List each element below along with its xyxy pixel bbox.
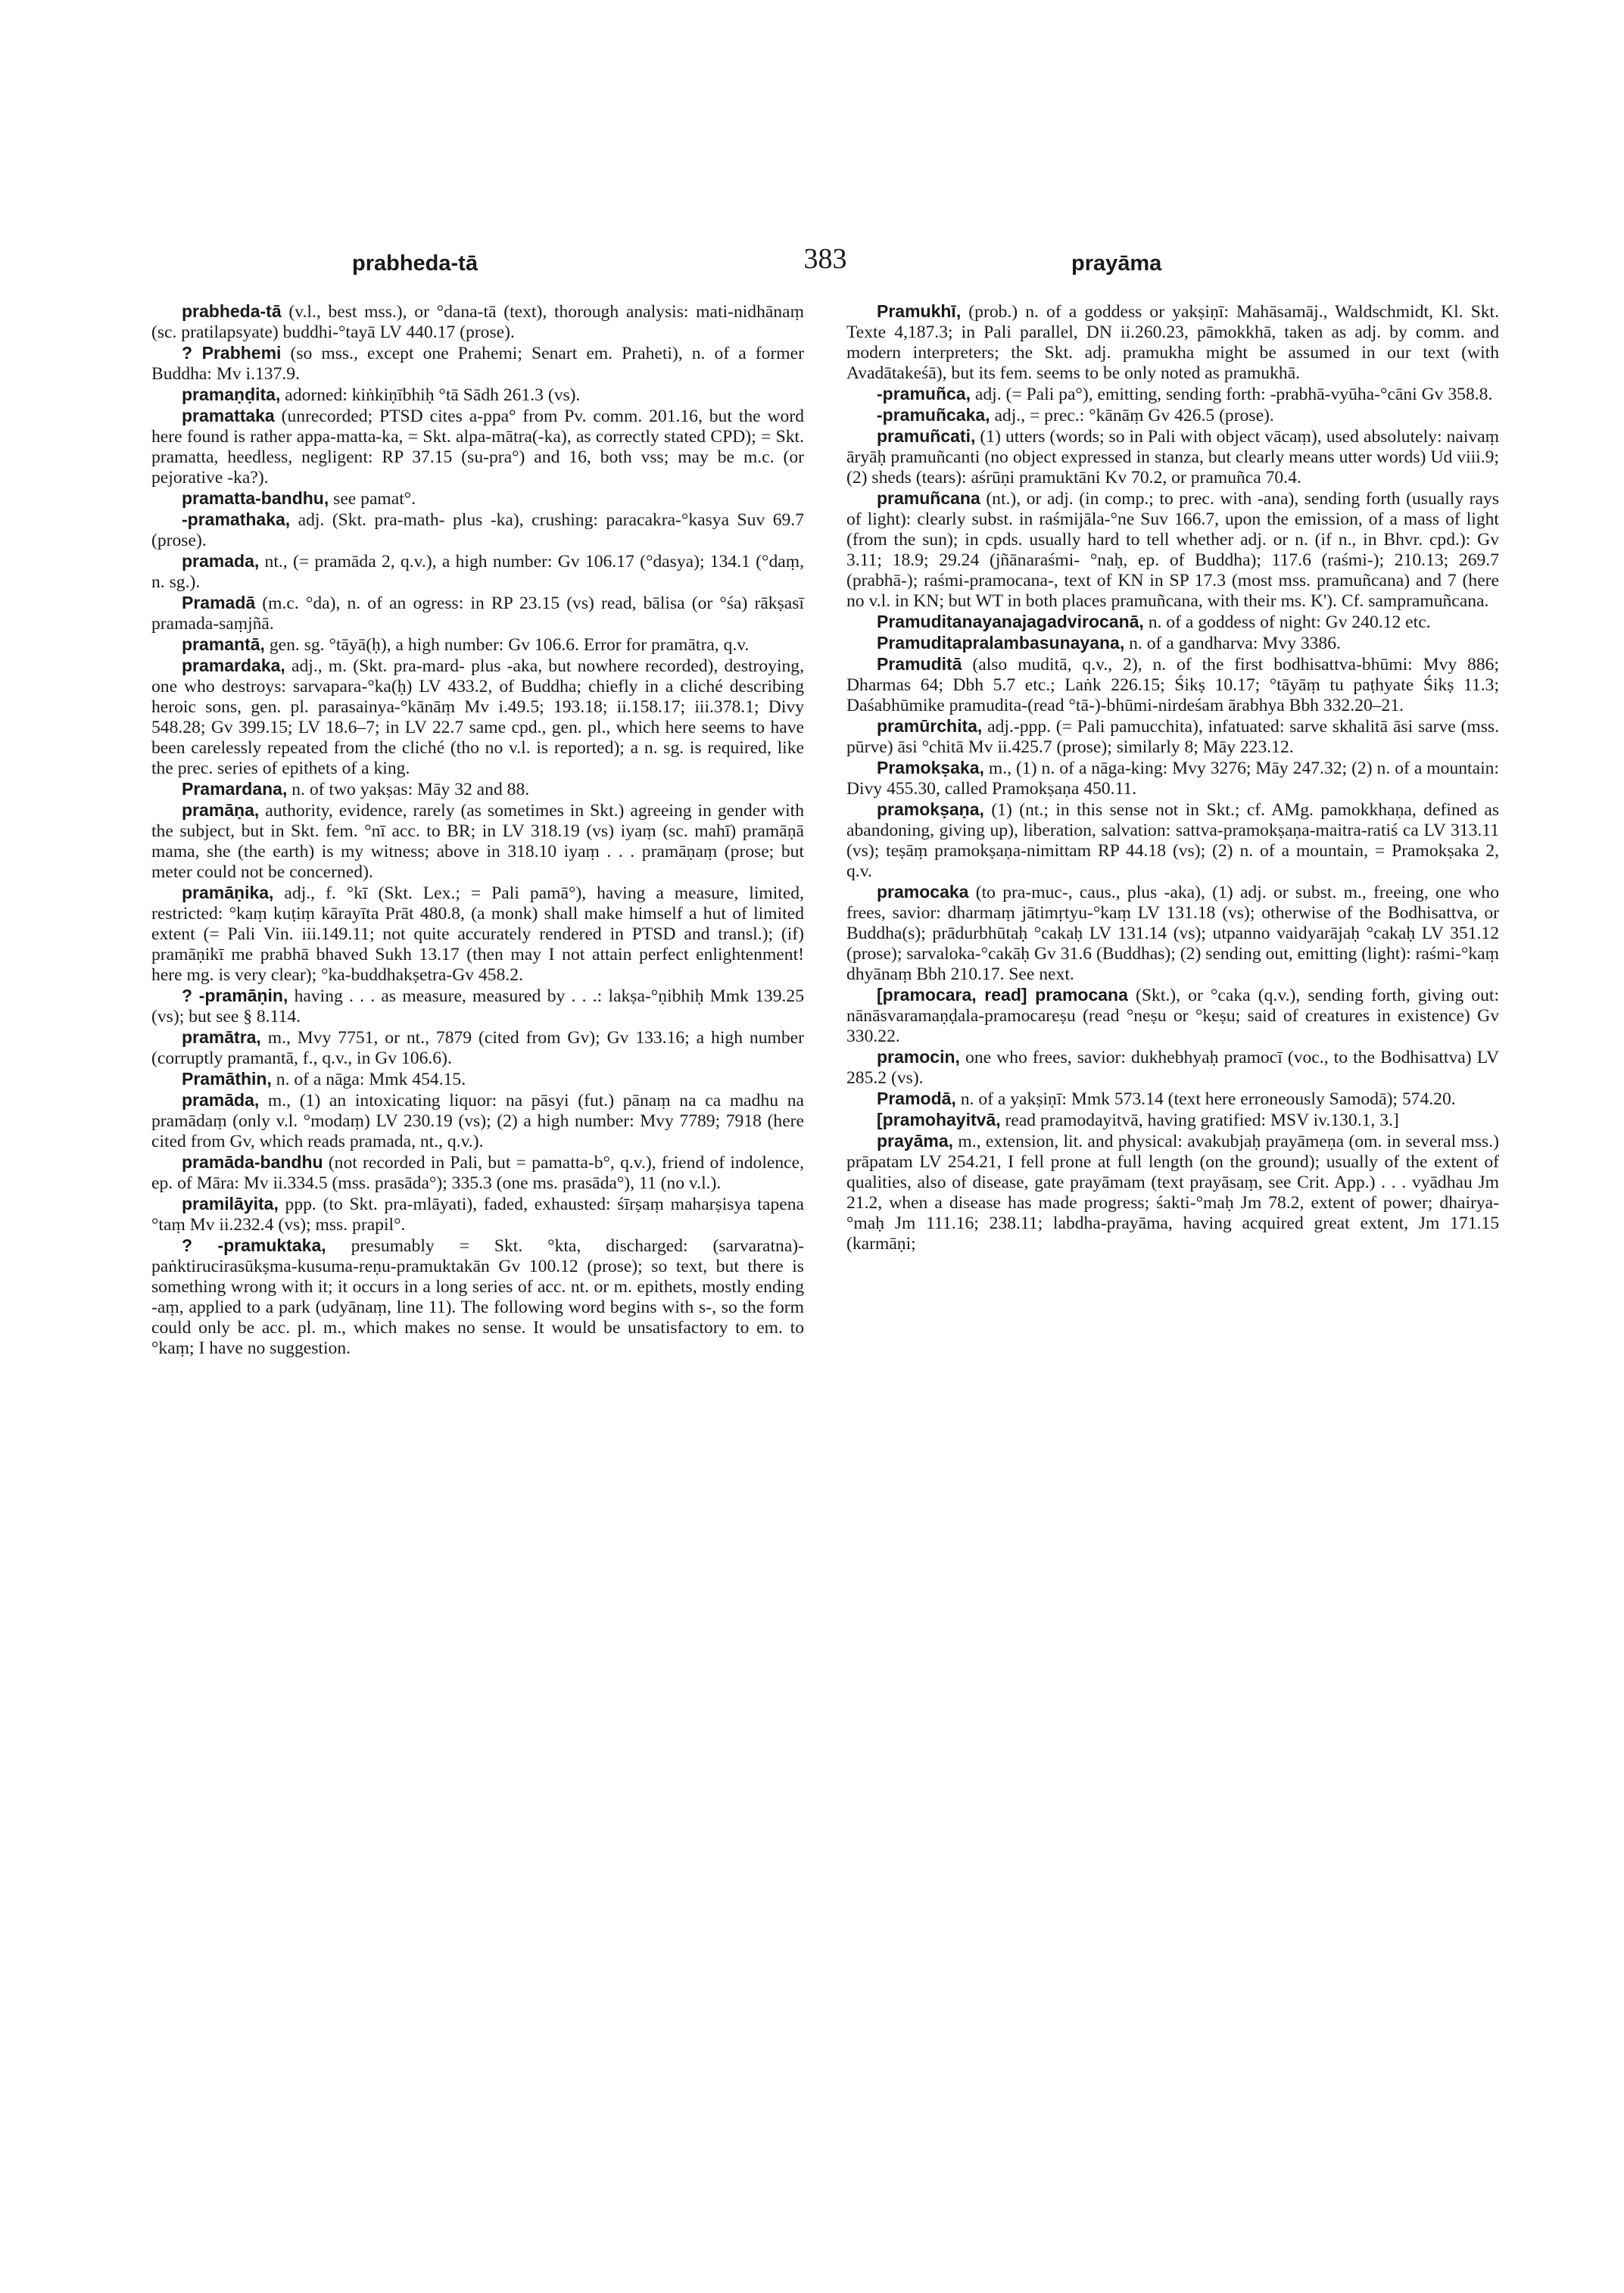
- entry-definition: n. of a yakṣiṇī: Mmk 573.14 (text here erroneously Samodā); 574.20.: [955, 1089, 1456, 1109]
- entry-definition: adorned: kiṅkiṇībhiḥ °tā Sādh 261.3 (vs).: [280, 385, 581, 405]
- entry-definition: (so mss., except one Prahemi; Senart em. Praheti), n. of a former Buddha: Mv i.137.9.: [151, 344, 804, 384]
- entry-definition: (not recorded in Pali, but = pamatta-b°, q.v.), friend of indolence, ep. of Māra: Mv ii.334.5 (mss. prasāda°); 335.3 (one ms. prasāda°), 11 (no v.l.).: [151, 1153, 804, 1193]
- dictionary-entry: [151, 1235, 804, 1359]
- dictionary-entry: [846, 758, 1499, 799]
- entry-headword: Pramodā,: [877, 1089, 956, 1108]
- dictionary-entry: [151, 593, 804, 634]
- entry-headword: -pramuñca,: [877, 384, 971, 403]
- dictionary-entry: [846, 301, 1499, 384]
- entry-headword: pramattaka: [182, 406, 275, 425]
- page-header: [151, 242, 1499, 288]
- dictionary-entry: [846, 799, 1499, 882]
- entry-headword: pramocaka: [877, 882, 969, 902]
- dictionary-entry: [151, 1194, 804, 1235]
- entry-definition: n. of a nāga: Mmk 454.15.: [271, 1070, 466, 1089]
- dictionary-entry: [151, 488, 804, 509]
- entry-headword: pramūrchita,: [877, 716, 983, 736]
- entry-definition: (1) utters (words; so in Pali with object vācaṃ), used absolutely: naivaṃ āryāḥ pramuñcanti (no object expressed in stanza, but clearly means utter words) Ud viii.9; (2) sheds (tears): aśrūṇi pramuktāni Kv 70.2, or pramuñca 70.4.: [846, 427, 1499, 488]
- entry-definition: one who frees, savior: dukhebhyaḥ pramocī (voc., to the Bodhisattva) LV 285.2 (vs).: [846, 1048, 1499, 1088]
- dictionary-entry: [846, 612, 1499, 633]
- entry-headword: Pramuditapralambasunayana,: [877, 633, 1125, 653]
- entry-headword: [pramohayitvā,: [877, 1110, 1001, 1129]
- entry-headword: Pramuditā: [877, 654, 962, 674]
- entry-headword: -pramathaka,: [182, 509, 291, 529]
- entry-definition: adj. (= Pali pa°), emitting, sending forth: -prabhā-vyūha-°cāni Gv 358.8.: [970, 385, 1493, 404]
- entry-headword: ? -pramāṇin,: [182, 986, 288, 1005]
- dictionary-entry: [846, 1047, 1499, 1089]
- entry-definition: presumably = Skt. °kta, discharged: (sarvaratna)-paṅktirucirasūkṣma-kusuma-reṇu-pramuktakān Gv 100.12 (prose); so text, but there is something wrong with it; it occurs in a long series of acc. nt. or m. epithets, mostly ending -aṃ, applied to a park (udyānaṃ, line 11). The following word begins with s-, so the form could only be acc. pl. m., which makes no sense. It would be unsatisfactory to em. to °kaṃ; I have no suggestion.: [151, 1236, 805, 1358]
- entry-definition: (nt.), or adj. (in comp.; to prec. with -ana), sending forth (usually rays of light): clearly subst. in raśmijāla-°ne Suv 166.7, upon the emission, of a mass of light (from the sun); in cpds. usually hard to tell whether adj. or n. (if n., in Bhvr. cpd.): Gv 3.11; 18.9; 29.24 (jñānaraśmi- °naḥ, ep. of Buddha); 117.6 (raśmi-); 210.13; 269.7 (prabhā-); raśmi-pramocana-, text of KN in SP 17.3 (most mss. pramuñcana) and 7 (here no v.l. in KN; but WT in both places pramuñcana, with their ms. K'). Cf. sampramuñcana.: [846, 489, 1499, 611]
- entry-definition: (1) (nt.; in this sense not in Skt.; cf. AMg. pamokkhaṇa, defined as abandoning, giving up), liberation, salvation: sattva-pramokṣaṇa-maitra-ratiś ca LV 313.11 (vs); teṣāṃ pramokṣaṇa-nimittam RP 44.18 (vs); (2) n. of a mountain, = Pramokṣaka 2, q.v.: [846, 800, 1499, 881]
- dictionary-entry: [846, 426, 1499, 488]
- dictionary-entry: [151, 800, 804, 883]
- entry-headword: pramantā,: [182, 634, 265, 654]
- dictionary-entry: [151, 1069, 804, 1090]
- entry-definition: ppp. (to Skt. pra-mlāyati), faded, exhausted: śīrṣaṃ maharṣisya tapena °taṃ Mv ii.232.4 (vs); mss. prapil°.: [151, 1195, 804, 1235]
- dictionary-entry: [151, 986, 804, 1027]
- dictionary-entry: [151, 634, 804, 656]
- dictionary-entry: [846, 405, 1499, 426]
- dictionary-entry: [151, 1027, 804, 1069]
- left-guide-word: prabheda-tā: [352, 251, 478, 276]
- dictionary-entry: [846, 384, 1499, 405]
- entry-headword: pramatta-bandhu,: [182, 488, 329, 508]
- dictionary-entry: [846, 488, 1499, 612]
- entry-headword: pramokṣaṇa,: [877, 799, 984, 819]
- entry-definition: see pamat°.: [329, 489, 416, 509]
- entry-headword: Pramukhī,: [877, 301, 962, 321]
- entry-definition: adj., f. °kī (Skt. Lex.; = Pali pamā°), having a measure, limited, restricted: °kaṃ kuṭiṃ kārayīta Prāt 480.8, (a monk) shall make himself a hut of limited extent (= Pali Vin. iii.149.11; not quite accurately rendered in PTSD and transl.); (if) pramāṇikī me prabhā bhaved Sukh 13.17 (then may I not attain perfect enlightenment! here mg. is very clear); °ka-buddhakṣetra-Gv 458.2.: [151, 883, 804, 985]
- dictionary-entry: [151, 779, 804, 800]
- entry-definition: (unrecorded; PTSD cites a-ppa° from Pv. comm. 201.16, but the word here found is rather appa-matta-ka, = Skt. alpa-mātra(-ka), as correctly stated CPD); = Skt. pramatta, heedless, negligent: RP 37.15 (su-pra°) and 16, both vss; may be m.c. (or pejorative -ka?).: [151, 407, 804, 488]
- dictionary-entry: [151, 406, 804, 488]
- entry-headword: pramada,: [182, 551, 260, 571]
- entry-headword: prabheda-tā: [182, 301, 282, 321]
- entry-headword: Pramāthin,: [182, 1069, 272, 1089]
- entry-definition: (prob.) n. of a goddess or yakṣiṇī: Mahāsamāj., Waldschmidt, Kl. Skt. Texte 4,187.3; in Pali parallel, DN ii.260.23, pāmokkhā, taken as adj. by comm. and modern interpreters; the Skt. adj. pramukha might be assumed in our text (with Avadātakeśā), but its fem. seems to be only noted as pramukhā.: [846, 302, 1499, 383]
- dictionary-entry: [151, 385, 804, 406]
- entry-definition: authority, evidence, rarely (as sometimes in Skt.) agreeing in gender with the subject, but in Skt. fem. °nī acc. to BR; in LV 318.19 (vs) iyaṃ (sc. mahī) pramāṇā mama, she (the earth) is my witness; above in 318.10 iyaṃ . . . pramāṇaṃ (prose; but meter could not be concerned).: [151, 801, 804, 882]
- entry-headword: pramaṇḍita,: [182, 385, 281, 404]
- dictionary-entry: [151, 883, 804, 986]
- entry-definition: having . . . as measure, measured by . . .: lakṣa-°ṇibhiḥ Mmk 139.25 (vs); but see § 8.114.: [151, 986, 805, 1027]
- right-column: [846, 301, 1499, 1359]
- entry-definition: m., extension, lit. and physical: avakubjaḥ prayāmeṇa (om. in several mss.) prāpatam LV 254.21, I fell prone at full length (on the ground); usually of the extent of qualities, also of disease, gate prayāmam (text prayāsaṃ, see Crit. App.) . . . vyādhau Jm 21.2, when a disease has made progress; śakti-°maḥ Jm 78.2, extent of power; dhairya-°maḥ Jm 111.16; 238.11; labdha-prayāma, having acquired great extent, Jm 171.15 (karmāṇi;: [846, 1132, 1499, 1254]
- dictionary-entry: [846, 985, 1499, 1047]
- entry-definition: m., (1) n. of a nāga-king: Mvy 3276; Māy 247.32; (2) n. of a mountain: Divy 455.30, called Pramokṣaṇa 450.11.: [846, 759, 1499, 799]
- entry-definition: nt., (= pramāda 2, q.v.), a high number: Gv 106.17 (°dasya); 134.1 (°daṃ, n. sg.).: [151, 552, 804, 592]
- dictionary-page: [151, 242, 1499, 2195]
- page-number: 383: [803, 243, 847, 275]
- dictionary-entry: [151, 1152, 804, 1194]
- dictionary-entry: [846, 882, 1499, 985]
- entry-definition: (Skt.), or °caka (q.v.), sending forth, giving out: nānāsvaramaṇḍala-pramocareṣu (read °neṣu or °keṣu; said of creatures in existence) Gv 330.22.: [846, 986, 1499, 1046]
- entry-definition: (m.c. °da), n. of an ogress: in RP 23.15 (vs) read, bālisa (or °śa) rākṣasī pramada-saṃjñā.: [151, 594, 804, 634]
- entry-definition: adj. (Skt. pra-math- plus -ka), crushing: paracakra-°kasya Suv 69.7 (prose).: [151, 510, 804, 550]
- right-guide-word: prayāma: [1071, 251, 1162, 276]
- entry-definition: adj., m. (Skt. pra-mard- plus -aka, but nowhere recorded), destroying, one who destroys: sarvapara-°ka(ḥ) LV 433.2, of Buddha; chiefly in a cliché describing heroic sons, gen. pl. parasainya-°kānāṃ Mv i.49.5; 193.18; ii.158.17; iii.378.1; Divy 548.28; Gv 399.15; LV 18.6–7; in LV 22.7 same cpd., gen. pl., which here seems to have been carelessly repeated from the cliché (tho no v.l. is reported); a n. sg. is required, like the prec. series of epithets of a king.: [151, 656, 804, 778]
- entry-headword: pramocin,: [877, 1047, 960, 1067]
- entry-headword: [pramocara, read] pramocana: [877, 985, 1128, 1005]
- entry-definition: n. of a goddess of night: Gv 240.12 etc.: [1143, 612, 1431, 632]
- entry-headword: pramilāyita,: [182, 1194, 279, 1213]
- entry-definition: n. of a gandharva: Mvy 3386.: [1124, 634, 1341, 653]
- entry-headword: pramātra,: [182, 1027, 261, 1047]
- dictionary-entry: [846, 716, 1499, 758]
- entry-headword: pramāda,: [182, 1090, 260, 1110]
- two-column-body: [151, 301, 1499, 1359]
- entry-headword: Pramuditanayanajagadvirocanā,: [877, 612, 1144, 631]
- dictionary-entry: [151, 509, 804, 551]
- dictionary-entry: [151, 551, 804, 593]
- entry-headword: pramuñcana: [877, 488, 980, 508]
- entry-headword: prayāma,: [877, 1131, 954, 1151]
- entry-headword: Pramadā: [182, 593, 256, 612]
- dictionary-entry: [151, 656, 804, 779]
- entry-definition: m., (1) an intoxicating liquor: na pāsyi (fut.) pānaṃ na ca madhu na pramādaṃ (only v.l. °modaṃ) LV 230.19 (vs); (2) a high number: Mvy 7789; 7918 (here cited from Gv, which reads pramada, nt., q.v.).: [151, 1091, 804, 1151]
- entry-definition: (v.l., best mss.), or °dana-tā (text), thorough analysis: mati-nidhānaṃ (sc. pratilapsyate) buddhi-°tayā LV 440.17 (prose).: [151, 302, 804, 342]
- entry-headword: ? -pramuktaka,: [182, 1235, 326, 1255]
- entry-headword: pramardaka,: [182, 656, 285, 675]
- entry-definition: (also muditā, q.v., 2), n. of the first bodhisattva-bhūmi: Mvy 886; Dharmas 64; Dbh 5.7 etc.; Laṅk 226.15; Śikṣ 10.17; °tāyāṃ tu paṭhyate Śikṣ 11.3; Daśabhūmike pramudita-(read °tā-)-bhūmi-nirdeśam ārabhya Bbh 332.20–21.: [846, 655, 1499, 715]
- entry-definition: (to pra-muc-, caus., plus -aka), (1) adj. or subst. m., freeing, one who frees, savior: dharmaṃ jātimṛtyu-°kaṃ LV 131.18 (vs); otherwise of the Bodhisattva, or Buddha(s); prādurbhūtaḥ °cakaḥ LV 131.14 (vs); utpanno vaidyarājaḥ °cakaḥ LV 351.12 (prose); sarvaloka-°cakāḥ Gv 31.6 (Buddhas); (2) sending out, emitting (light): raśmi-°kaṃ dhyānaṃ Bbh 210.17. See next.: [846, 883, 1499, 984]
- dictionary-entry: [846, 633, 1499, 654]
- dictionary-entry: [846, 1089, 1499, 1110]
- entry-headword: ? Prabhemi: [182, 343, 282, 363]
- entry-definition: m., Mvy 7751, or nt., 7879 (cited from Gv); Gv 133.16; a high number (corruptly pramantā, f., q.v., in Gv 106.6).: [151, 1028, 804, 1068]
- entry-definition: gen. sg. °tāyā(ḥ), a high number: Gv 106.6. Error for pramātra, q.v.: [264, 635, 750, 655]
- dictionary-entry: [151, 301, 804, 343]
- entry-definition: n. of two yakṣas: Māy 32 and 88.: [287, 780, 530, 799]
- entry-headword: Pramardana,: [182, 779, 288, 799]
- dictionary-entry: [151, 1090, 804, 1152]
- entry-headword: pramāṇika,: [182, 883, 274, 902]
- entry-headword: pramāda-bandhu: [182, 1152, 323, 1172]
- entry-headword: pramāṇa,: [182, 800, 260, 820]
- dictionary-entry: [846, 1131, 1499, 1254]
- left-column: [151, 301, 804, 1359]
- entry-definition: adj.-ppp. (= Pali pamucchita), infatuated: sarve skhalitā āsi sarve (mss. pūrve) āsi °chitā Mv ii.425.7 (prose); similarly 8; Māy 223.12.: [846, 717, 1499, 757]
- dictionary-entry: [151, 343, 804, 385]
- dictionary-entry: [846, 654, 1499, 716]
- entry-definition: adj., = prec.: °kānāṃ Gv 426.5 (prose).: [990, 406, 1274, 425]
- dictionary-entry: [846, 1110, 1499, 1131]
- entry-headword: pramuñcati,: [877, 426, 976, 446]
- entry-definition: read pramodayitvā, having gratified: MSV iv.130.1, 3.]: [1000, 1111, 1399, 1130]
- entry-headword: Pramokṣaka,: [877, 758, 984, 777]
- entry-headword: -pramuñcaka,: [877, 405, 990, 425]
